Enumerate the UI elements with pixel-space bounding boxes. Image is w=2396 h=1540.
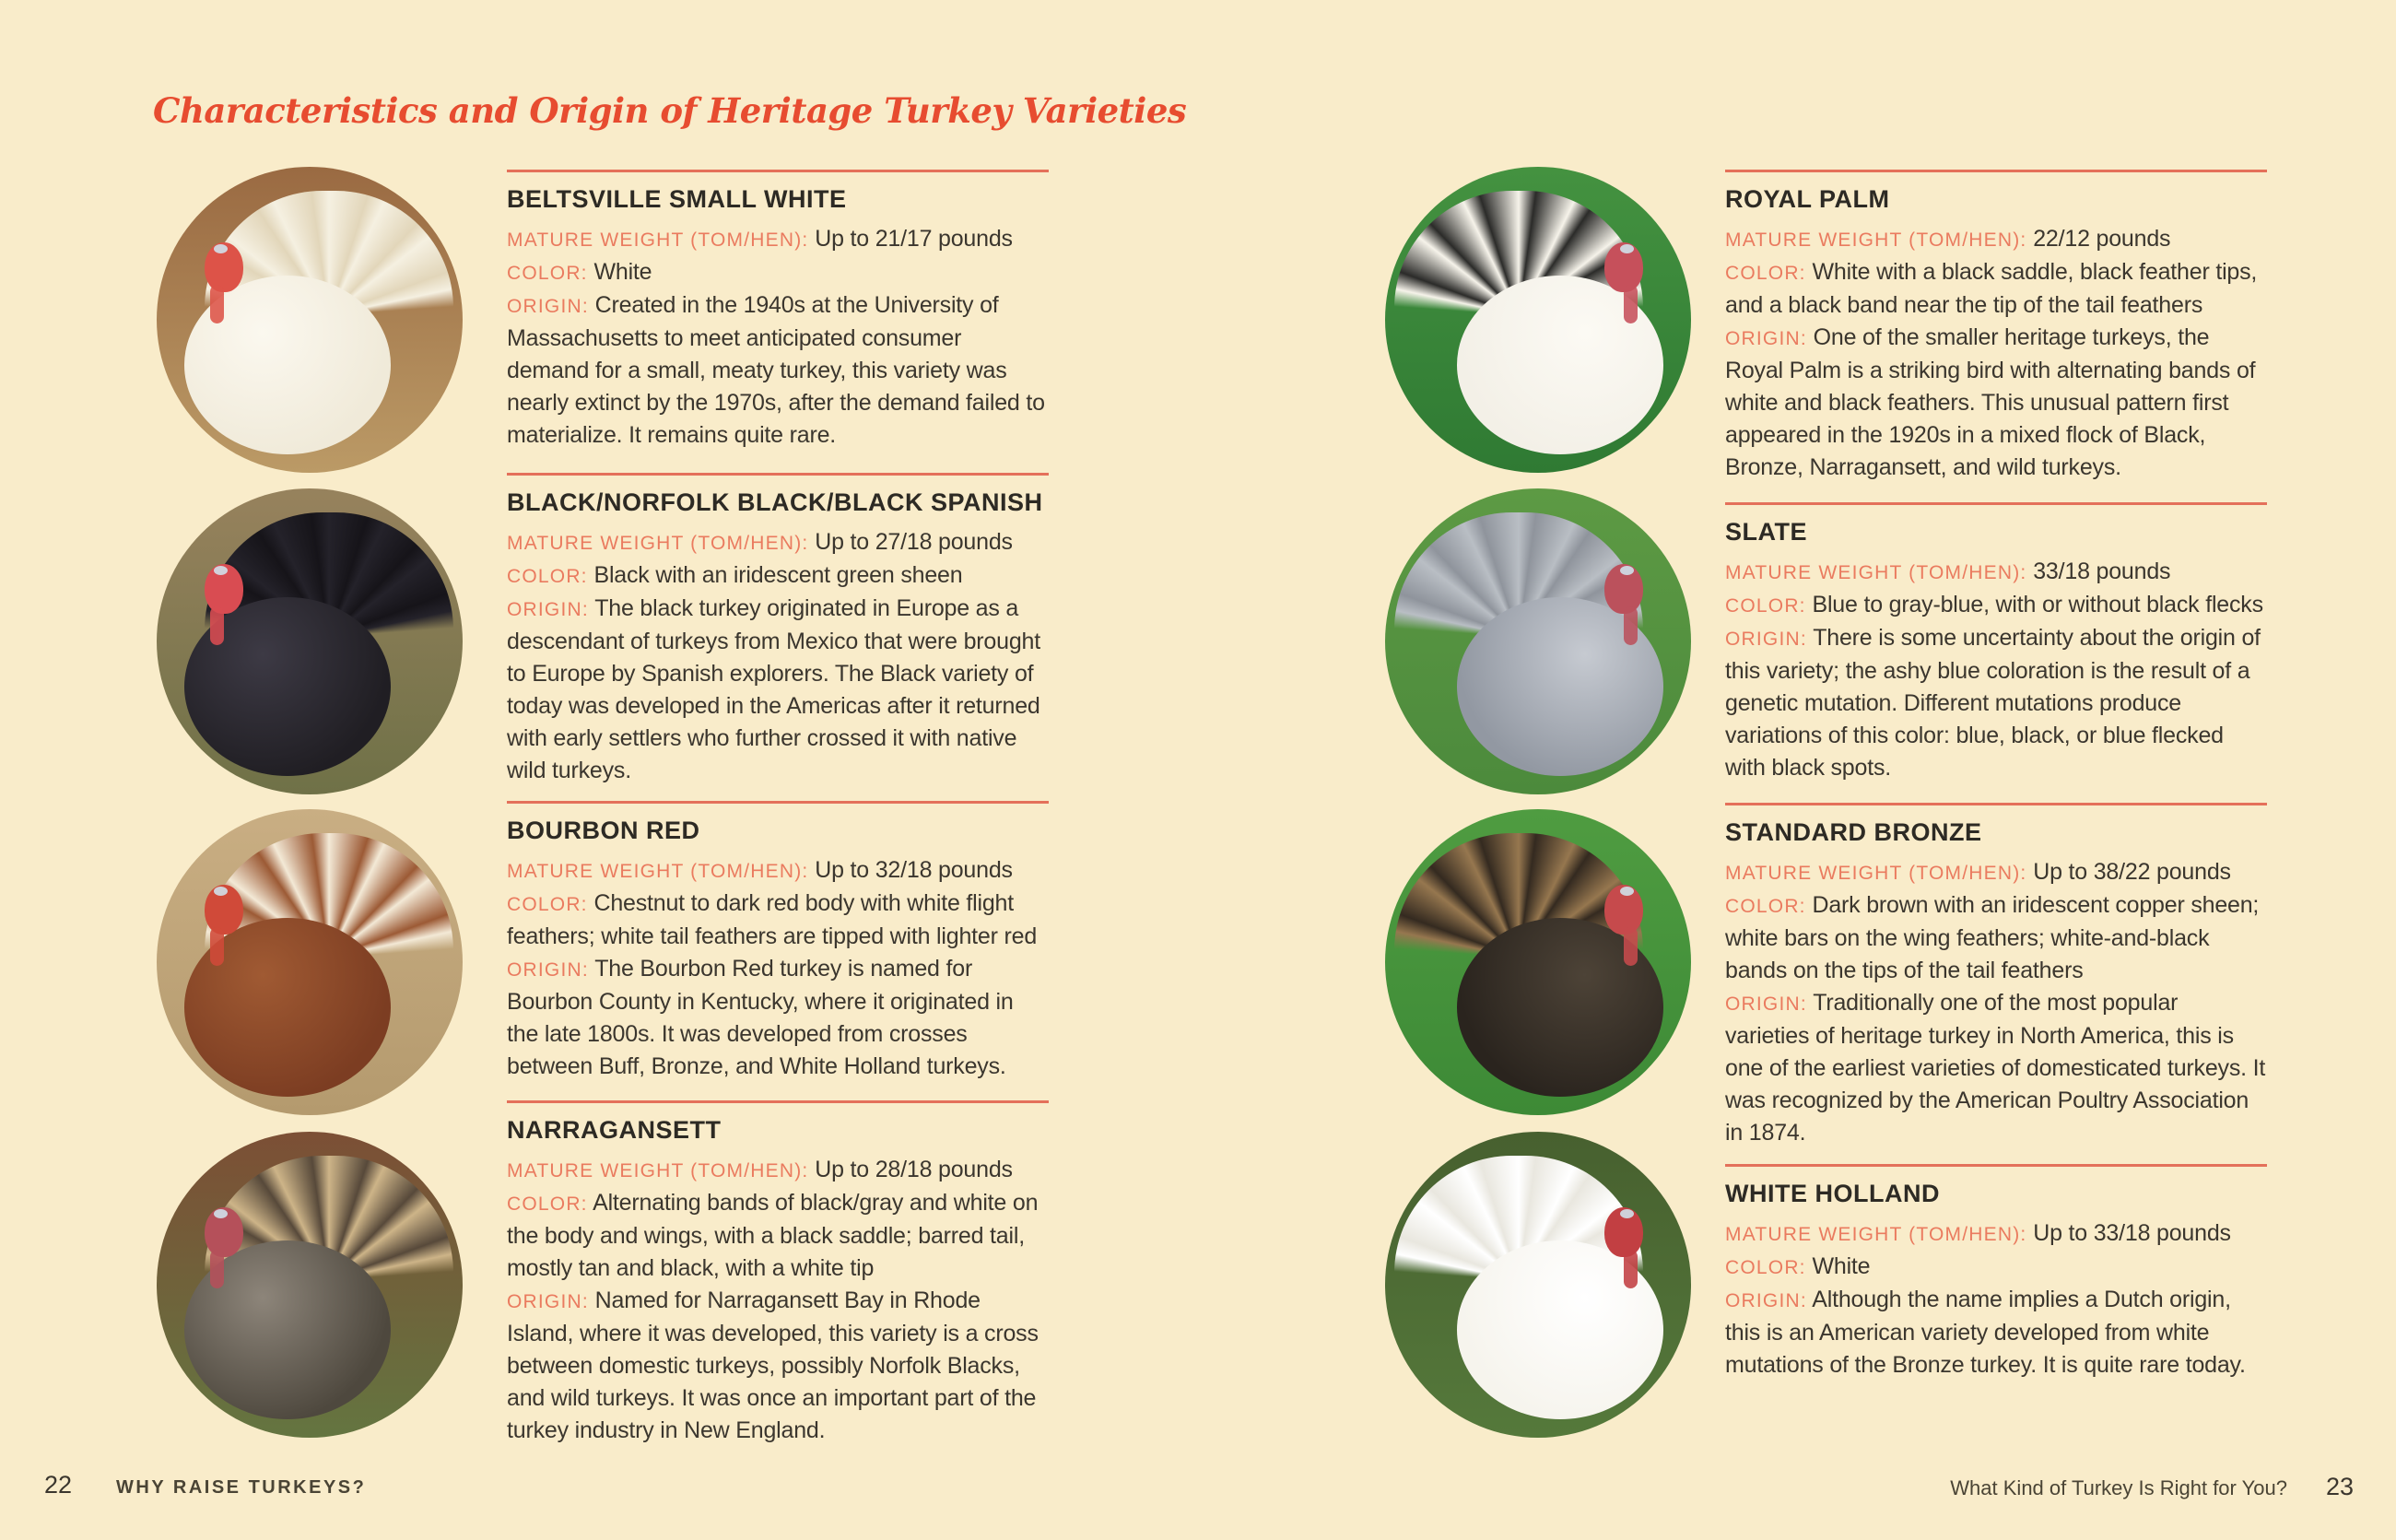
variety-name: ROYAL PALM xyxy=(1725,185,1890,213)
origin-line xyxy=(507,1285,1049,1447)
origin-label: ORIGIN: xyxy=(1725,629,1807,650)
weight-label: MATURE WEIGHT (TOM/HEN): xyxy=(507,533,809,554)
right-page-footer xyxy=(1950,1473,2354,1501)
origin-label: ORIGIN: xyxy=(507,599,589,620)
color-label: COLOR: xyxy=(1725,263,1806,284)
origin-value: Created in the 1940s at the University of Massachusetts to meet anticipated consumer demand for a small, meaty turkey, this variety was nearly extinct by the 1970s, after the demand failed to materialize. It remains quite rare. xyxy=(507,292,1045,448)
divider xyxy=(1725,502,2267,505)
divider xyxy=(507,170,1049,172)
turkey-photo-art xyxy=(157,1132,463,1438)
origin-value: Traditionally one of the most popular varieties of heritage turkey in North America, this is one of the earliest varieties of domesticated turkeys. It was recognized by the American Poultry Association in 1874. xyxy=(1725,990,2266,1146)
divider xyxy=(1725,1164,2267,1167)
origin-line xyxy=(507,289,1049,452)
turkey-photo-art xyxy=(157,167,463,473)
origin-value: Although the name implies a Dutch origin, this is an American variety developed from white mutations of the Bronze turkey. It is quite rare today. xyxy=(1725,1287,2246,1378)
left-running-head: WHY RAISE TURKEYS? xyxy=(116,1477,367,1498)
variety-entry-bourbon-red xyxy=(507,801,1049,1083)
origin-label: ORIGIN: xyxy=(1725,993,1807,1015)
weight-label: MATURE WEIGHT (TOM/HEN): xyxy=(507,229,809,251)
color-value: Black with an iridescent green sheen xyxy=(593,562,963,588)
variety-name: WHITE HOLLAND xyxy=(1725,1180,1940,1207)
color-line xyxy=(1725,889,2267,987)
right-page-number: 23 xyxy=(2325,1473,2354,1500)
weight-label: MATURE WEIGHT (TOM/HEN): xyxy=(1725,229,2027,251)
weight-label: MATURE WEIGHT (TOM/HEN): xyxy=(1725,562,2027,583)
weight-value: Up to 38/22 pounds xyxy=(2033,859,2231,885)
weight-value: Up to 21/17 pounds xyxy=(815,226,1013,252)
variety-entry-beltsville xyxy=(507,170,1049,452)
color-value: Dark brown with an iridescent copper sheen; white bars on the wing feathers; white-and-black bands on the tips of the tail feathers xyxy=(1725,892,2260,983)
weight-value: Up to 28/18 pounds xyxy=(815,1157,1013,1182)
color-value: Blue to gray-blue, with or without black flecks xyxy=(1812,592,2263,617)
weight-line xyxy=(1725,1217,2267,1251)
variety-name: BLACK/NORFOLK BLACK/BLACK SPANISH xyxy=(507,488,1043,516)
origin-line xyxy=(1725,322,2267,484)
turkey-photo-art xyxy=(1385,809,1691,1115)
photo-black-turkey xyxy=(157,488,463,794)
color-line xyxy=(1725,256,2267,322)
origin-value: One of the smaller heritage turkeys, the Royal Palm is a striking bird with alternating bands of white and black feathers. This unusual pattern first appeared in the 1920s in a mixed flock of Black, Bronze, Narragansett, and wild turkeys. xyxy=(1725,324,2256,480)
photo-beltsville-small-white xyxy=(157,167,463,473)
weight-line xyxy=(1725,556,2267,589)
weight-label: MATURE WEIGHT (TOM/HEN): xyxy=(507,861,809,882)
variety-entry-standard-bronze xyxy=(1725,803,2267,1149)
color-label: COLOR: xyxy=(507,894,588,915)
weight-value: Up to 32/18 pounds xyxy=(815,857,1013,883)
color-line xyxy=(507,559,1049,593)
photo-narragansett xyxy=(157,1132,463,1438)
left-page-number: 22 xyxy=(44,1471,73,1499)
variety-name: SLATE xyxy=(1725,518,1807,546)
weight-label: MATURE WEIGHT (TOM/HEN): xyxy=(1725,863,2027,884)
color-value: White with a black saddle, black feather tips, and a black band near the tip of the tail feathers xyxy=(1725,259,2258,318)
divider xyxy=(1725,803,2267,805)
turkey-photo-art xyxy=(157,809,463,1115)
color-label: COLOR: xyxy=(1725,896,1806,917)
origin-label: ORIGIN: xyxy=(1725,1290,1807,1311)
variety-entry-black xyxy=(507,473,1049,787)
color-label: COLOR: xyxy=(1725,1257,1806,1278)
turkey-photo-art xyxy=(1385,1132,1691,1438)
variety-name: STANDARD BRONZE xyxy=(1725,818,1982,846)
origin-line xyxy=(1725,1284,2267,1381)
weight-label: MATURE WEIGHT (TOM/HEN): xyxy=(507,1160,809,1181)
variety-entry-slate xyxy=(1725,502,2267,784)
origin-value: The black turkey originated in Europe as a descendant of turkeys from Mexico that were brought to Europe by Spanish explorers. The Black variety of today was developed in the Americas after it returned with early settlers who further crossed it with native wild turkeys. xyxy=(507,595,1040,783)
color-label: COLOR: xyxy=(507,566,588,587)
origin-value: Named for Narragansett Bay in Rhode Island, where it was developed, this variety is a cross between domestic turkeys, possibly Norfolk Blacks, and wild turkeys. It was once an important part of the turkey industry in New England. xyxy=(507,1287,1039,1443)
weight-line xyxy=(1725,223,2267,256)
color-line xyxy=(507,256,1049,289)
left-page-footer xyxy=(44,1471,366,1499)
weight-value: Up to 27/18 pounds xyxy=(815,529,1013,555)
variety-entry-white-holland xyxy=(1725,1164,2267,1381)
divider xyxy=(507,473,1049,476)
page-title: Characteristics and Origin of Heritage Turkey Varieties xyxy=(153,90,1187,131)
weight-value: 22/12 pounds xyxy=(2033,226,2171,252)
origin-value: The Bourbon Red turkey is named for Bourbon County in Kentucky, where it originated in the late 1800s. It was developed from crosses between Buff, Bronze, and White Holland turkeys. xyxy=(507,956,1014,1079)
color-line xyxy=(507,888,1049,953)
origin-label: ORIGIN: xyxy=(507,959,589,981)
origin-label: ORIGIN: xyxy=(507,1291,589,1312)
variety-name: BOURBON RED xyxy=(507,817,700,844)
origin-line xyxy=(507,593,1049,787)
color-line xyxy=(1725,1251,2267,1284)
photo-royal-palm xyxy=(1385,167,1691,473)
weight-value: Up to 33/18 pounds xyxy=(2033,1220,2231,1246)
color-value: Chestnut to dark red body with white flight feathers; white tail feathers are tipped with lighter red xyxy=(507,890,1038,949)
color-value: White xyxy=(1812,1253,1871,1279)
origin-label: ORIGIN: xyxy=(1725,328,1807,349)
weight-line xyxy=(507,526,1049,559)
photo-bourbon-red xyxy=(157,809,463,1115)
photo-slate xyxy=(1385,488,1691,794)
variety-entry-royal-palm xyxy=(1725,170,2267,484)
color-value: Alternating bands of black/gray and white on the body and wings, with a black saddle; barred tail, mostly tan and black, with a white tip xyxy=(507,1190,1039,1281)
origin-line xyxy=(1725,987,2267,1149)
variety-name: BELTSVILLE SMALL WHITE xyxy=(507,185,847,213)
origin-label: ORIGIN: xyxy=(507,296,589,317)
turkey-photo-art xyxy=(1385,167,1691,473)
variety-name: NARRAGANSETT xyxy=(507,1116,722,1144)
origin-value: There is some uncertainty about the origin of this variety; the ashy blue coloration is the result of a genetic mutation. Different mutations produce variations of this color: blue, black, or blue flecked with black spots. xyxy=(1725,625,2261,781)
variety-entry-narragansett xyxy=(507,1100,1049,1447)
photo-white-holland xyxy=(1385,1132,1691,1438)
photo-standard-bronze xyxy=(1385,809,1691,1115)
weight-line xyxy=(507,854,1049,888)
turkey-photo-art xyxy=(1385,488,1691,794)
weight-value: 33/18 pounds xyxy=(2033,558,2171,584)
divider xyxy=(507,1100,1049,1103)
weight-label: MATURE WEIGHT (TOM/HEN): xyxy=(1725,1224,2027,1245)
color-line xyxy=(507,1187,1049,1285)
color-value: White xyxy=(593,259,652,285)
origin-line xyxy=(1725,622,2267,784)
divider xyxy=(1725,170,2267,172)
turkey-photo-art xyxy=(157,488,463,794)
divider xyxy=(507,801,1049,804)
weight-line xyxy=(1725,856,2267,889)
weight-line xyxy=(507,1154,1049,1187)
color-label: COLOR: xyxy=(507,263,588,284)
color-line xyxy=(1725,589,2267,622)
origin-line xyxy=(507,953,1049,1083)
color-label: COLOR: xyxy=(1725,595,1806,617)
color-label: COLOR: xyxy=(507,1193,588,1215)
right-running-head: What Kind of Turkey Is Right for You? xyxy=(1950,1476,2287,1499)
weight-line xyxy=(507,223,1049,256)
